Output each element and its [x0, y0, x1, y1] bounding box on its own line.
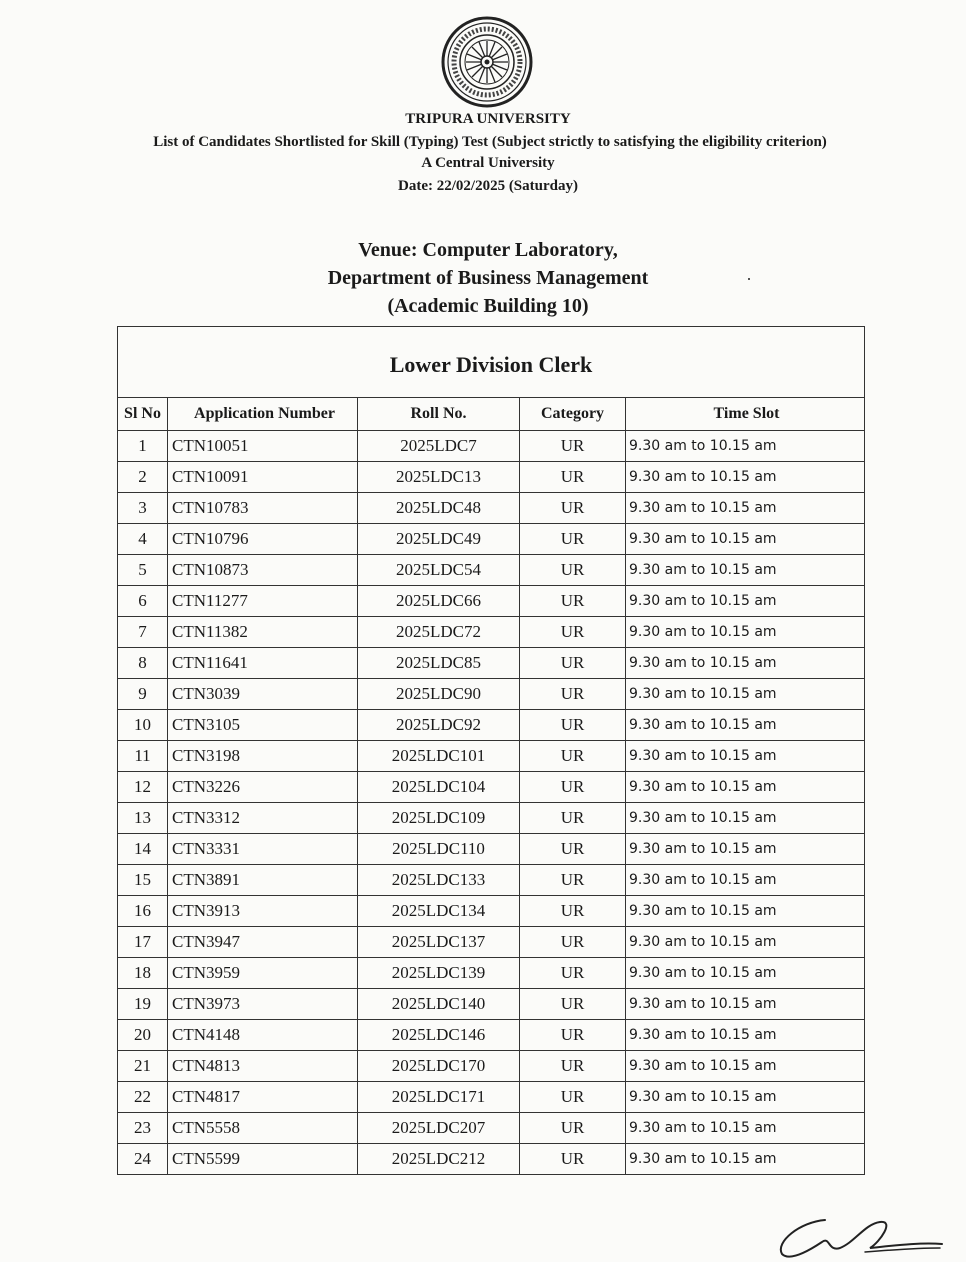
- cell-category: UR: [520, 679, 626, 710]
- table-row: [118, 710, 864, 741]
- cell-application-number: CTN5558: [168, 1113, 358, 1144]
- cell-time-slot: 9.30 am to 10.15 am: [626, 741, 865, 772]
- cell-time-slot: 9.30 am to 10.15 am: [626, 1051, 865, 1082]
- university-name: TRIPURA UNIVERSITY: [405, 111, 571, 127]
- cell-sl-no: 16: [118, 896, 168, 927]
- cell-roll-no: 2025LDC13: [358, 462, 520, 493]
- cell-sl-no: 5: [118, 555, 168, 586]
- candidates-table: [118, 398, 864, 1174]
- table-row: [118, 865, 864, 896]
- table-row: [118, 524, 864, 555]
- cell-category: UR: [520, 586, 626, 617]
- cell-time-slot: 9.30 am to 10.15 am: [626, 772, 865, 803]
- cell-sl-no: 18: [118, 958, 168, 989]
- table-title: Lower Division Clerk: [118, 327, 864, 398]
- cell-sl-no: 10: [118, 710, 168, 741]
- cell-application-number: CTN3198: [168, 741, 358, 772]
- cell-sl-no: 22: [118, 1082, 168, 1113]
- cell-roll-no: 2025LDC54: [358, 555, 520, 586]
- cell-category: UR: [520, 524, 626, 555]
- cell-time-slot: 9.30 am to 10.15 am: [626, 865, 865, 896]
- cell-sl-no: 23: [118, 1113, 168, 1144]
- cell-time-slot: 9.30 am to 10.15 am: [626, 462, 865, 493]
- cell-category: UR: [520, 834, 626, 865]
- cell-category: UR: [520, 555, 626, 586]
- table-row: [118, 741, 864, 772]
- cell-roll-no: 2025LDC140: [358, 989, 520, 1020]
- cell-application-number: CTN11277: [168, 586, 358, 617]
- cell-time-slot: 9.30 am to 10.15 am: [626, 679, 865, 710]
- table-row: [118, 772, 864, 803]
- cell-time-slot: 9.30 am to 10.15 am: [626, 989, 865, 1020]
- cell-category: UR: [520, 710, 626, 741]
- cell-time-slot: 9.30 am to 10.15 am: [626, 586, 865, 617]
- cell-category: UR: [520, 431, 626, 462]
- cell-category: UR: [520, 927, 626, 958]
- cell-roll-no: 2025LDC66: [358, 586, 520, 617]
- cell-time-slot: 9.30 am to 10.15 am: [626, 1020, 865, 1051]
- cell-sl-no: 4: [118, 524, 168, 555]
- central-university-label: A Central University: [421, 155, 555, 171]
- cell-application-number: CTN10051: [168, 431, 358, 462]
- cell-application-number: CTN3226: [168, 772, 358, 803]
- cell-category: UR: [520, 1082, 626, 1113]
- header-time-slot: Time Slot: [626, 398, 865, 431]
- table-row: [118, 1020, 864, 1051]
- venue-line-3: (Academic Building 10): [387, 295, 589, 317]
- table-row: [118, 896, 864, 927]
- cell-category: UR: [520, 1144, 626, 1175]
- cell-category: UR: [520, 617, 626, 648]
- cell-category: UR: [520, 865, 626, 896]
- cell-application-number: CTN4817: [168, 1082, 358, 1113]
- cell-sl-no: 1: [118, 431, 168, 462]
- cell-time-slot: 9.30 am to 10.15 am: [626, 803, 865, 834]
- cell-roll-no: 2025LDC110: [358, 834, 520, 865]
- cell-category: UR: [520, 648, 626, 679]
- cell-sl-no: 13: [118, 803, 168, 834]
- cell-category: UR: [520, 493, 626, 524]
- cell-sl-no: 15: [118, 865, 168, 896]
- cell-category: UR: [520, 1020, 626, 1051]
- table-row: [118, 431, 864, 462]
- cell-category: UR: [520, 989, 626, 1020]
- cell-sl-no: 20: [118, 1020, 168, 1051]
- table-row: [118, 555, 864, 586]
- cell-application-number: CTN3973: [168, 989, 358, 1020]
- table-row: [118, 958, 864, 989]
- table-row: [118, 927, 864, 958]
- cell-sl-no: 17: [118, 927, 168, 958]
- table-header-row: [118, 398, 864, 431]
- cell-roll-no: 2025LDC171: [358, 1082, 520, 1113]
- cell-application-number: CTN10796: [168, 524, 358, 555]
- cell-category: UR: [520, 772, 626, 803]
- cell-roll-no: 2025LDC101: [358, 741, 520, 772]
- cell-sl-no: 14: [118, 834, 168, 865]
- cell-application-number: CTN4813: [168, 1051, 358, 1082]
- cell-application-number: CTN3105: [168, 710, 358, 741]
- cell-application-number: CTN10873: [168, 555, 358, 586]
- cell-category: UR: [520, 741, 626, 772]
- cell-application-number: CTN3891: [168, 865, 358, 896]
- cell-time-slot: 9.30 am to 10.15 am: [626, 927, 865, 958]
- cell-application-number: CTN4148: [168, 1020, 358, 1051]
- cell-sl-no: 8: [118, 648, 168, 679]
- cell-time-slot: 9.30 am to 10.15 am: [626, 524, 865, 555]
- cell-roll-no: 2025LDC85: [358, 648, 520, 679]
- cell-roll-no: 2025LDC139: [358, 958, 520, 989]
- cell-category: UR: [520, 958, 626, 989]
- cell-sl-no: 24: [118, 1144, 168, 1175]
- cell-roll-no: 2025LDC90: [358, 679, 520, 710]
- cell-category: UR: [520, 1051, 626, 1082]
- cell-time-slot: 9.30 am to 10.15 am: [626, 431, 865, 462]
- table-row: [118, 462, 864, 493]
- cell-application-number: CTN3331: [168, 834, 358, 865]
- table-row: [118, 803, 864, 834]
- table-row: [118, 493, 864, 524]
- document-header: [0, 110, 966, 198]
- table-row: [118, 679, 864, 710]
- candidates-table-container: [117, 326, 865, 1175]
- cell-category: UR: [520, 462, 626, 493]
- header-application-number: Application Number: [168, 398, 358, 431]
- cell-time-slot: 9.30 am to 10.15 am: [626, 617, 865, 648]
- cell-time-slot: 9.30 am to 10.15 am: [626, 1113, 865, 1144]
- cell-time-slot: 9.30 am to 10.15 am: [626, 555, 865, 586]
- cell-application-number: CTN11382: [168, 617, 358, 648]
- cell-time-slot: 9.30 am to 10.15 am: [626, 710, 865, 741]
- university-seal: [441, 16, 533, 108]
- table-row: [118, 648, 864, 679]
- table-row: [118, 586, 864, 617]
- cell-roll-no: 2025LDC133: [358, 865, 520, 896]
- cell-roll-no: 2025LDC48: [358, 493, 520, 524]
- cell-application-number: CTN3959: [168, 958, 358, 989]
- table-row: [118, 1051, 864, 1082]
- cell-time-slot: 9.30 am to 10.15 am: [626, 958, 865, 989]
- cell-time-slot: 9.30 am to 10.15 am: [626, 1144, 865, 1175]
- table-row: [118, 1144, 864, 1175]
- cell-time-slot: 9.30 am to 10.15 am: [626, 648, 865, 679]
- cell-roll-no: 2025LDC137: [358, 927, 520, 958]
- cell-application-number: CTN3913: [168, 896, 358, 927]
- cell-sl-no: 2: [118, 462, 168, 493]
- cell-roll-no: 2025LDC212: [358, 1144, 520, 1175]
- header-sl-no: Sl No: [118, 398, 168, 431]
- header-roll-no: Roll No.: [358, 398, 520, 431]
- cell-sl-no: 6: [118, 586, 168, 617]
- cell-application-number: CTN10091: [168, 462, 358, 493]
- cell-application-number: CTN11641: [168, 648, 358, 679]
- cell-application-number: CTN10783: [168, 493, 358, 524]
- table-row: [118, 834, 864, 865]
- venue-line-1: Venue: Computer Laboratory,: [358, 239, 618, 261]
- cell-category: UR: [520, 1113, 626, 1144]
- cell-sl-no: 9: [118, 679, 168, 710]
- venue-line-2: Department of Business Management: [327, 267, 649, 289]
- cell-application-number: CTN3312: [168, 803, 358, 834]
- cell-application-number: CTN3039: [168, 679, 358, 710]
- cell-roll-no: 2025LDC109: [358, 803, 520, 834]
- stray-mark: [748, 278, 750, 280]
- table-row: [118, 1113, 864, 1144]
- cell-roll-no: 2025LDC146: [358, 1020, 520, 1051]
- cell-time-slot: 9.30 am to 10.15 am: [626, 834, 865, 865]
- cell-sl-no: 3: [118, 493, 168, 524]
- header-category: Category: [520, 398, 626, 431]
- cell-roll-no: 2025LDC170: [358, 1051, 520, 1082]
- cell-sl-no: 12: [118, 772, 168, 803]
- cell-application-number: CTN5599: [168, 1144, 358, 1175]
- cell-category: UR: [520, 896, 626, 927]
- cell-application-number: CTN3947: [168, 927, 358, 958]
- cell-roll-no: 2025LDC72: [358, 617, 520, 648]
- cell-sl-no: 7: [118, 617, 168, 648]
- test-date: Date: 22/02/2025 (Saturday): [398, 178, 578, 194]
- cell-time-slot: 9.30 am to 10.15 am: [626, 1082, 865, 1113]
- cell-roll-no: 2025LDC49: [358, 524, 520, 555]
- cell-time-slot: 9.30 am to 10.15 am: [626, 896, 865, 927]
- cell-roll-no: 2025LDC104: [358, 772, 520, 803]
- table-row: [118, 989, 864, 1020]
- cell-sl-no: 21: [118, 1051, 168, 1082]
- table-row: [118, 1082, 864, 1113]
- cell-roll-no: 2025LDC92: [358, 710, 520, 741]
- cell-roll-no: 2025LDC7: [358, 431, 520, 462]
- cell-roll-no: 2025LDC207: [358, 1113, 520, 1144]
- list-title: List of Candidates Shortlisted for Skill (Typing) Test (Subject strictly to satisfying the eligibility criterion): [153, 134, 827, 150]
- cell-sl-no: 11: [118, 741, 168, 772]
- cell-sl-no: 19: [118, 989, 168, 1020]
- cell-time-slot: 9.30 am to 10.15 am: [626, 493, 865, 524]
- cell-category: UR: [520, 803, 626, 834]
- venue-block: [0, 236, 966, 320]
- table-row: [118, 617, 864, 648]
- cell-roll-no: 2025LDC134: [358, 896, 520, 927]
- signature: [770, 1212, 950, 1262]
